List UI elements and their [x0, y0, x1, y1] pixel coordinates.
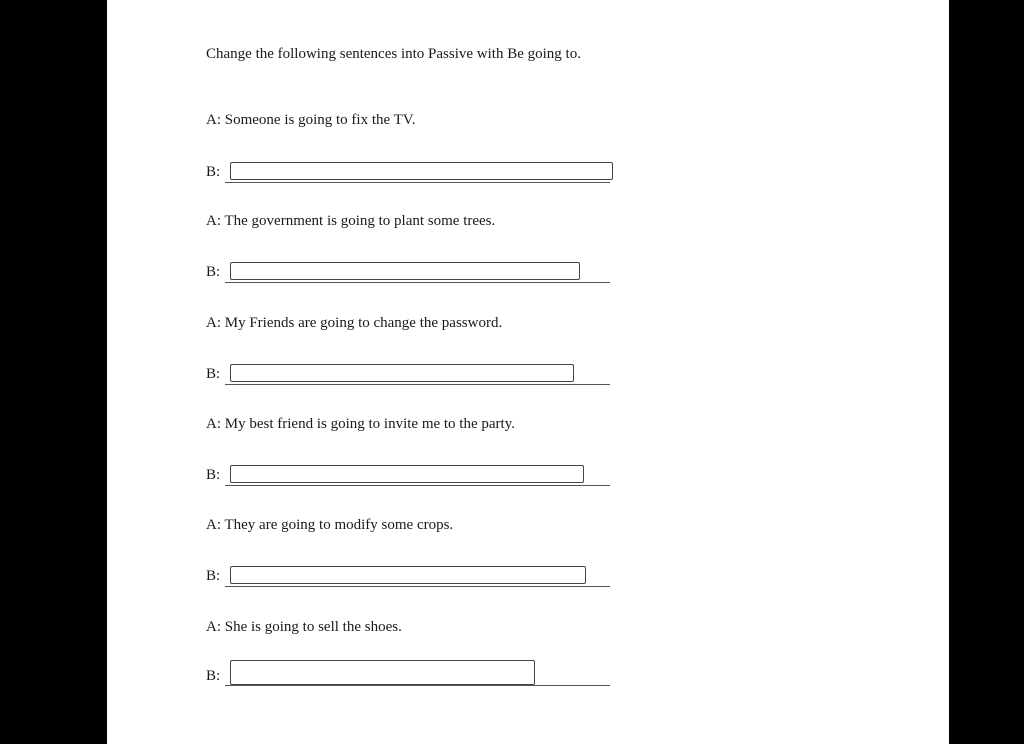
- answer-input-1[interactable]: [230, 162, 613, 180]
- answer-input-3[interactable]: [230, 364, 574, 382]
- answer-underline-6: [225, 685, 610, 686]
- answer-row-5: [206, 566, 626, 590]
- worksheet-page: [107, 0, 949, 744]
- answer-input-5[interactable]: [230, 566, 586, 584]
- answer-label-5: B:: [206, 568, 221, 584]
- answer-input-6[interactable]: [230, 660, 535, 685]
- answer-underline-3: [225, 384, 610, 385]
- prompt-sentence-6: A: She is going to sell the shoes.: [206, 619, 402, 635]
- prompt-sentence-4: A: My best friend is going to invite me to the party.: [206, 416, 515, 432]
- answer-underline-1: [225, 182, 610, 183]
- answer-row-1: [206, 162, 626, 186]
- prompt-sentence-2: A: The government is going to plant some trees.: [206, 213, 496, 229]
- worksheet-instruction: Change the following sentences into Passive with Be going to.: [206, 46, 581, 62]
- prompt-sentence-3: A: My Friends are going to change the password.: [206, 315, 503, 331]
- prompt-sentence-1: A: Someone is going to fix the TV.: [206, 112, 416, 128]
- answer-input-4[interactable]: [230, 465, 584, 483]
- answer-row-6: [206, 660, 626, 684]
- prompt-sentence-5: A: They are going to modify some crops.: [206, 517, 454, 533]
- answer-label-6: B:: [206, 668, 221, 684]
- answer-row-2: [206, 262, 626, 286]
- answer-input-2[interactable]: [230, 262, 580, 280]
- answer-label-3: B:: [206, 366, 221, 382]
- answer-underline-4: [225, 485, 610, 486]
- answer-label-2: B:: [206, 264, 221, 280]
- answer-row-3: [206, 364, 626, 388]
- answer-label-1: B:: [206, 164, 221, 180]
- answer-label-4: B:: [206, 467, 221, 483]
- answer-underline-5: [225, 586, 610, 587]
- answer-row-4: [206, 465, 626, 489]
- answer-underline-2: [225, 282, 610, 283]
